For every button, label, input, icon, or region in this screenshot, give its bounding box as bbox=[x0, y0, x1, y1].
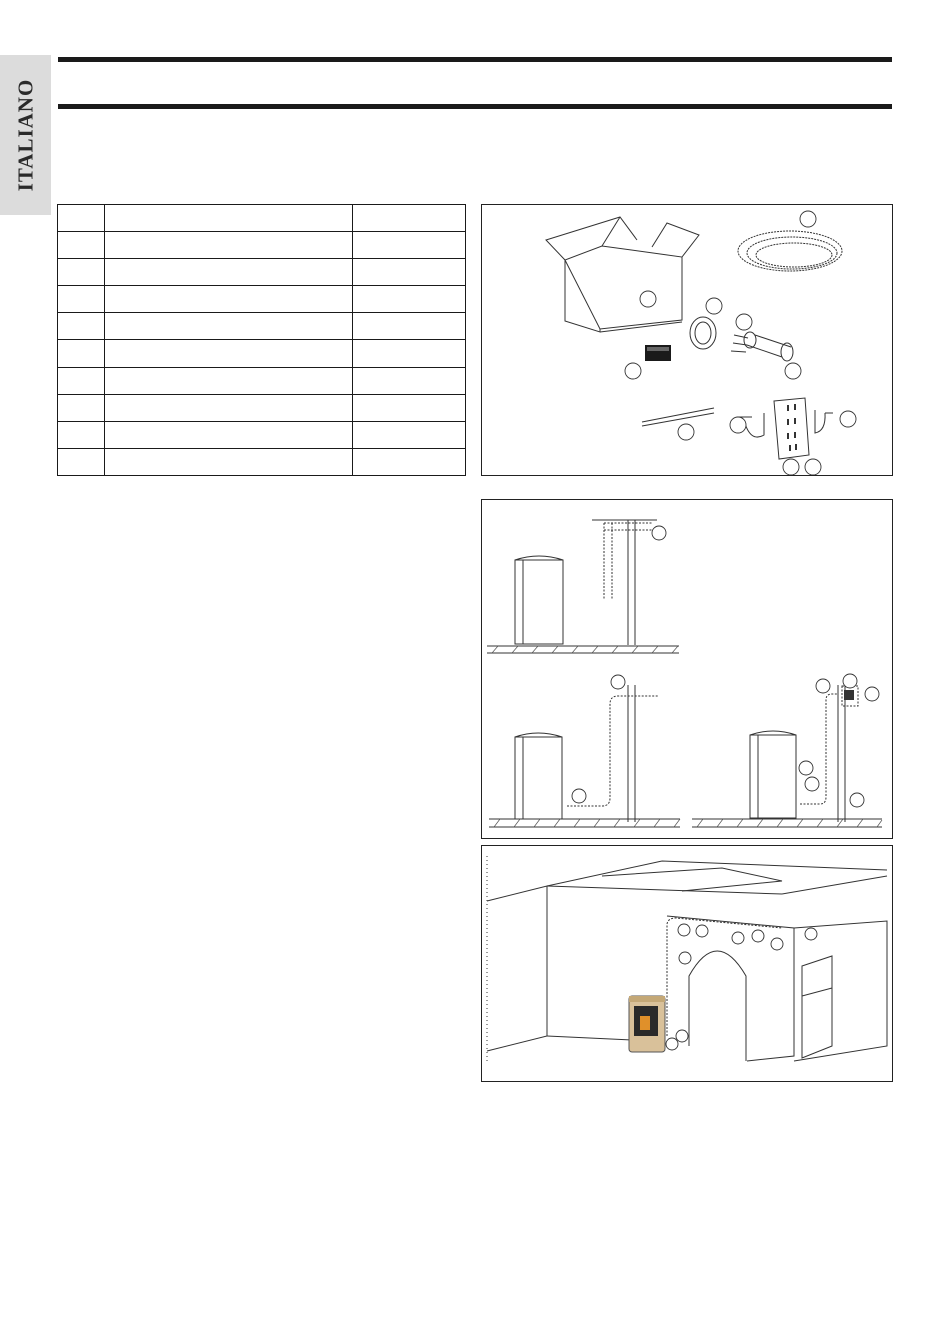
item-description-cell bbox=[105, 340, 353, 367]
table-row bbox=[58, 205, 466, 232]
item-code-cell bbox=[353, 313, 466, 340]
table-row bbox=[58, 448, 466, 475]
table-row bbox=[58, 421, 466, 448]
item-number-cell bbox=[58, 232, 105, 259]
stove-upper-room-duct bbox=[487, 520, 679, 653]
table-row bbox=[58, 286, 466, 313]
installation-examples-figure bbox=[481, 499, 893, 839]
item-number-cell bbox=[58, 340, 105, 367]
item-number-cell bbox=[58, 367, 105, 394]
item-number-cell bbox=[58, 394, 105, 421]
item-description-cell bbox=[105, 394, 353, 421]
header-rule-top bbox=[58, 57, 892, 62]
item-description-cell bbox=[105, 367, 353, 394]
parts-table bbox=[57, 204, 466, 476]
box-icon bbox=[546, 217, 699, 332]
item-number-cell bbox=[58, 259, 105, 286]
item-code-cell bbox=[353, 367, 466, 394]
item-description-cell bbox=[105, 421, 353, 448]
plugs-card-icon bbox=[774, 398, 821, 475]
screws-icon bbox=[731, 335, 748, 352]
item-number-cell bbox=[58, 421, 105, 448]
stove-wall-terminal-duct bbox=[692, 674, 882, 827]
item-number-cell bbox=[58, 286, 105, 313]
item-description-cell bbox=[105, 232, 353, 259]
table-row bbox=[58, 340, 466, 367]
clamp-icon bbox=[730, 410, 856, 437]
table-row bbox=[58, 367, 466, 394]
table-row bbox=[58, 394, 466, 421]
archway bbox=[689, 951, 832, 1061]
item-number-cell bbox=[58, 205, 105, 232]
item-number-cell bbox=[58, 448, 105, 475]
ring-icon bbox=[690, 298, 722, 349]
item-code-cell bbox=[353, 340, 466, 367]
item-code-cell bbox=[353, 421, 466, 448]
header-rule-bottom bbox=[58, 104, 892, 109]
flexible-duct-icon bbox=[738, 211, 842, 271]
item-code-cell bbox=[353, 394, 466, 421]
stove-icon bbox=[629, 996, 665, 1052]
item-description-cell bbox=[105, 259, 353, 286]
stove-wall-duct bbox=[489, 675, 680, 827]
language-label: ITALIANO bbox=[13, 78, 37, 192]
kit-contents-figure bbox=[481, 204, 893, 476]
table-row bbox=[58, 232, 466, 259]
room-view-figure bbox=[481, 845, 893, 1082]
grille-icon bbox=[625, 345, 671, 379]
language-tab[interactable] bbox=[0, 55, 51, 215]
item-number-cell bbox=[58, 313, 105, 340]
rods-icon bbox=[642, 408, 714, 440]
item-description-cell bbox=[105, 448, 353, 475]
item-code-cell bbox=[353, 259, 466, 286]
pipe-icon bbox=[736, 314, 801, 379]
item-description-cell bbox=[105, 286, 353, 313]
item-code-cell bbox=[353, 448, 466, 475]
table-row bbox=[58, 313, 466, 340]
item-code-cell bbox=[353, 286, 466, 313]
item-description-cell bbox=[105, 205, 353, 232]
item-description-cell bbox=[105, 313, 353, 340]
item-code-cell bbox=[353, 232, 466, 259]
item-code-cell bbox=[353, 205, 466, 232]
table-row bbox=[58, 259, 466, 286]
